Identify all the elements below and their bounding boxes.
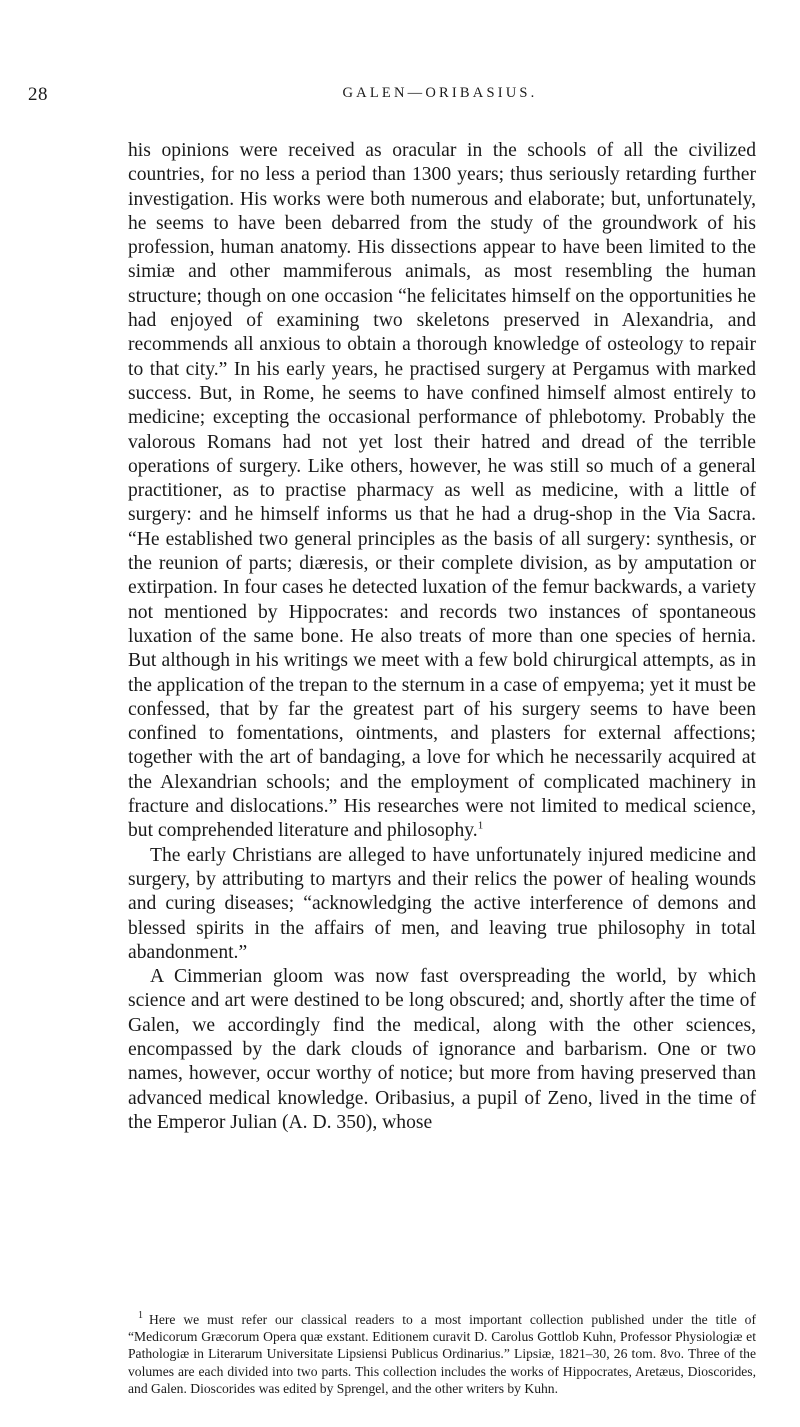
paragraph-text: his opinions were received as oracular in the schools of all the civilized countries, for no less a period than 1300 years; thus seriously retarding further investigation. His works were both numerous and elaborate; but, unfortunately, he seems to have been debarred from the study of the groundwork of his profession, human anatomy. His dissections appear to have been limited to the simiæ and other mammiferous animals, as most resembling the human structure; though on one occasion “he felicitates himself on the opportunities he had enjoyed of examining two skeletons preserved in Alexandria, and recommends all anxious to obtain a thorough knowledge of osteology to repair to that city.” In his early years, he practised surgery at Pergamus with marked success. But, in Rome, he seems to have confined himself almost entirely to medicine; excepting the occasional performance of phlebotomy. Probably the valorous Romans had not yet lost their hatred and dread of the terrible operations of surgery. Like others, however, he was still so much of a general practitioner, as to practise pharmacy as well as medicine, with a little of surgery: and he himself informs us that he had a drug-shop in the Via Sacra. “He established two general principles as the basis of all surgery: synthesis, or the reunion of parts; diæresis, or their complete division, as by amputation or extirpation. In four cases he detected luxation of the femur backwards, a variety not mentioned by Hippocrates: and records two instances of spontaneous luxation of the same bone. He also treats of more than one species of hernia. But although in his writings we meet with a few bold chirurgical attempts, as in the application of the trepan to the sternum in a case of empyema; yet it must be confessed, that by far the greatest part of his surgery seems to have been confined to fomentations, ointments, and plasters for external affections; together with the art of bandaging, a love for which he necessarily acquired at the Alexandrian schools; and the employment of complicated machinery in fracture and dislocations.” His researches were not limited to medical science, but comprehended literature and philosophy. (128, 140, 756, 842)
footnote-reference: 1 (477, 819, 484, 832)
paragraph: A Cimmerian gloom was now fast overspreading the world, by which science and art were destined to be long obscured; and, shortly after the time of Galen, we accordingly find the medical, along with the other sciences, encompassed by the dark clouds of ignorance and barbarism. One or two names, however, occur worthy of notice; but more from having preserved than advanced medical knowledge. Oribasius, a pupil of Zeno, lived in the time of the Emperor Julian (A. D. 350), whose (128, 966, 756, 1133)
body-text (128, 139, 756, 1135)
paragraph: The early Christians are alleged to have unfortunately injured medicine and surgery, by attributing to martyrs and their relics the power of healing wounds and curing diseases; “acknowledging the active interference of demons and blessed spirits in the affairs of men, and leaving true philosophy in total abandonment.” (128, 844, 756, 963)
footnote (128, 1311, 756, 1397)
footnote-text: Here we must refer our classical readers to a most important collection published under the title of “Medicorum Græcorum Opera quæ exstant. Editionem curavit D. Carolus Gottlob Kuhn, Professor Physiologiæ et Pathologiæ in Literarum Universitate Lipsiensi Publicus Ordinarius.” Lipsiæ, 1821–30, 26 tom. 8vo. Three of the volumes are each divided into two parts. This collection includes the works of Hippocrates, Aretæus, Dioscorides, and Galen. Dioscorides was edited by Sprengel, and the other writers by Kuhn. (128, 1312, 756, 1396)
footnote-paragraph (128, 1311, 756, 1397)
running-head: GALEN—ORIBASIUS. (342, 85, 538, 101)
footnote-number: 1 (138, 1310, 143, 1322)
page-number: 28 (28, 84, 48, 105)
paragraph (128, 139, 756, 844)
